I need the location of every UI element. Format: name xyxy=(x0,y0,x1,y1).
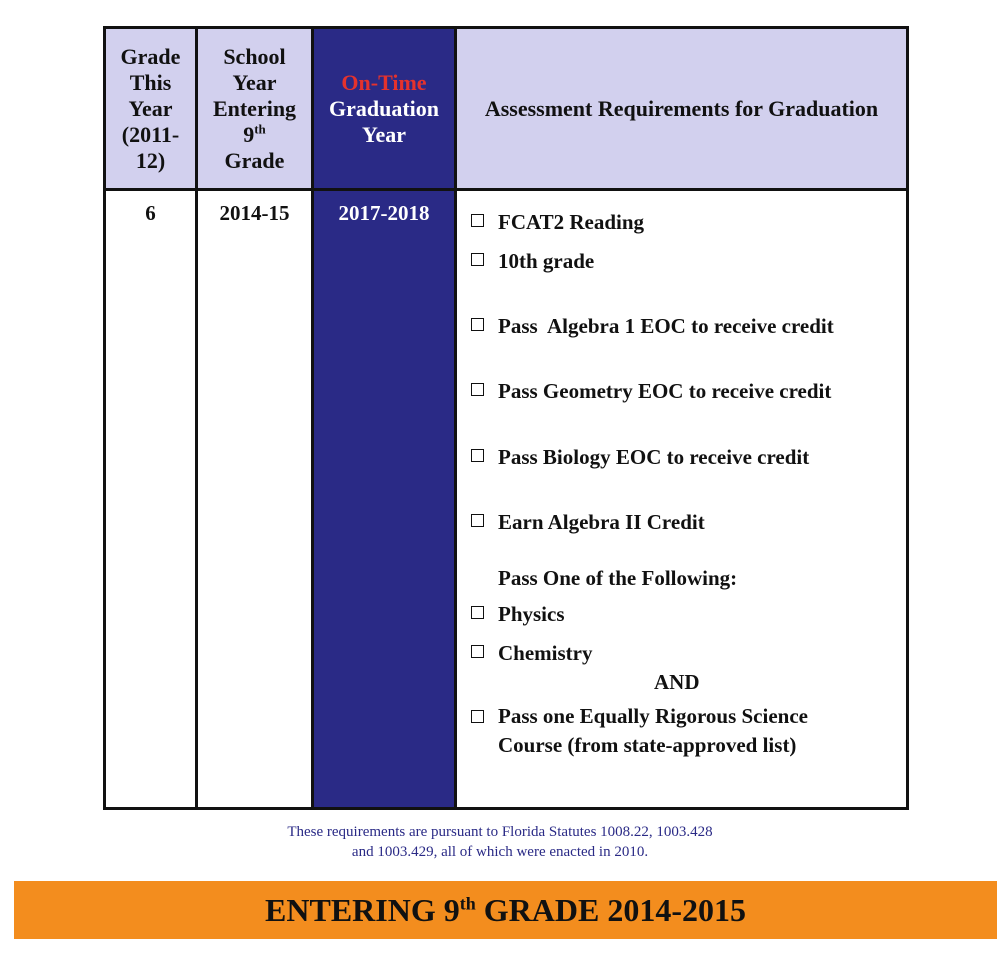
checkbox[interactable] xyxy=(471,449,484,462)
header-school-year xyxy=(198,29,311,191)
requirement-text: Pass Geometry EOC to receive credit xyxy=(498,379,832,403)
header-grade-line: Year xyxy=(128,95,173,121)
checkbox[interactable] xyxy=(471,514,484,527)
banner-text xyxy=(265,892,746,929)
requirement-text: FCAT2 Reading xyxy=(498,210,645,234)
banner-suffix: GRADE 2014-2015 xyxy=(475,891,746,928)
checkbox[interactable] xyxy=(471,253,484,266)
requirement-line: Pass one Equally Rigorous Science xyxy=(498,704,808,728)
header-grade-line: This xyxy=(129,69,172,95)
requirement-item xyxy=(471,210,896,235)
checkbox[interactable] xyxy=(471,645,484,658)
requirement-item xyxy=(471,510,896,535)
checkbox[interactable] xyxy=(471,318,484,331)
header-grade-line: (2011- xyxy=(121,121,180,147)
graduation-requirements-table xyxy=(103,26,909,810)
option-item xyxy=(471,602,896,627)
requirement-text: Pass Algebra 1 EOC to receive credit xyxy=(498,314,834,338)
requirement-item xyxy=(471,249,896,274)
header-grade-line: 12) xyxy=(135,147,166,173)
header-graduation-line: Year xyxy=(362,121,406,147)
options-subheading: Pass One of the Following: xyxy=(498,566,738,590)
requirement-item xyxy=(471,314,896,339)
option-text: Physics xyxy=(498,602,565,626)
checkbox[interactable] xyxy=(471,214,484,227)
header-school-year-line: Grade xyxy=(224,147,285,173)
option-text: Chemistry xyxy=(498,641,593,665)
header-school-year-line: 9 xyxy=(243,121,255,147)
requirement-item xyxy=(471,379,896,404)
checkbox[interactable] xyxy=(471,383,484,396)
header-grade xyxy=(106,29,195,191)
column-grade xyxy=(106,29,198,807)
checkbox[interactable] xyxy=(471,710,484,723)
banner-prefix: ENTERING 9 xyxy=(265,891,460,928)
checkbox[interactable] xyxy=(471,606,484,619)
header-grade-line: Grade xyxy=(120,43,181,69)
requirement-item xyxy=(471,706,896,760)
requirement-text: Pass Biology EOC to receive credit xyxy=(498,445,810,469)
column-assessment xyxy=(457,29,906,807)
superscript-th: th xyxy=(254,121,266,137)
school-year-value: 2014-15 xyxy=(219,201,290,225)
grade-value: 6 xyxy=(145,201,156,225)
column-graduation-year xyxy=(314,29,457,807)
header-school-year-line: School xyxy=(223,43,286,69)
requirement-text: 10th grade xyxy=(498,249,595,273)
header-school-year-line: Entering xyxy=(212,95,297,121)
option-item xyxy=(471,641,896,666)
header-school-year-line: Year xyxy=(232,69,277,95)
requirement-line: Course (from state-approved list) xyxy=(498,733,797,757)
statute-note xyxy=(0,822,1000,862)
column-school-year xyxy=(198,29,314,807)
requirements-list xyxy=(457,191,906,807)
statute-note-line: and 1003.429, all of which were enacted in 2010. xyxy=(351,844,649,860)
header-assessment: Assessment Requirements for Graduation xyxy=(457,29,906,191)
and-label: AND xyxy=(654,670,700,694)
requirement-text: Earn Algebra II Credit xyxy=(498,510,705,534)
grade-banner xyxy=(14,881,997,939)
statute-note-line: These requirements are pursuant to Florida Statutes 1008.22, 1003.428 xyxy=(287,824,713,840)
requirement-item xyxy=(471,445,896,470)
header-on-time: On-Time xyxy=(341,69,427,95)
banner-superscript: th xyxy=(459,892,476,913)
graduation-year-value: 2017-2018 xyxy=(338,201,430,225)
header-graduation-line: Graduation xyxy=(328,95,440,121)
header-graduation-year xyxy=(314,29,454,191)
requirement-text xyxy=(498,702,808,760)
